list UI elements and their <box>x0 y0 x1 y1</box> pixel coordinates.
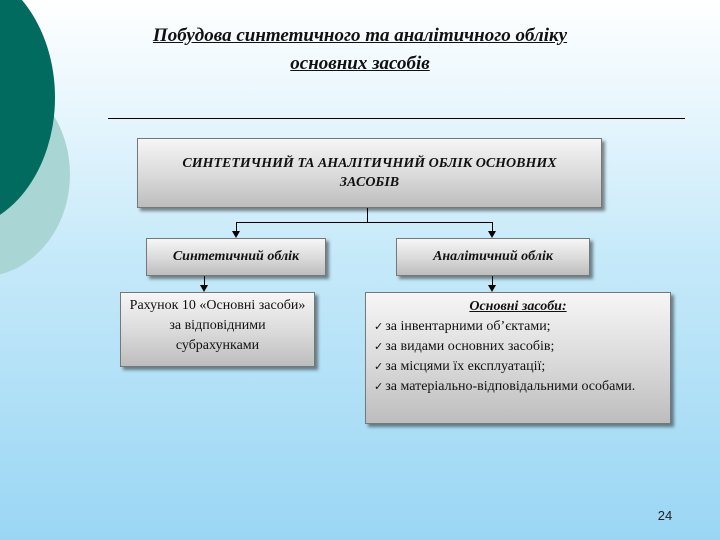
arrow-to-analytic <box>488 231 496 238</box>
slide-title <box>60 22 660 78</box>
checkmark-icon: ✓ <box>374 380 384 393</box>
connector-to-analytic <box>492 222 493 231</box>
arrow-analytic-down <box>488 285 496 292</box>
checkmark-icon: ✓ <box>374 360 384 373</box>
list-item <box>374 377 662 397</box>
fixed-assets-box <box>365 292 671 424</box>
account-10-box <box>120 292 315 367</box>
slide-title-line-1: Побудова синтетичного та аналітичного обліку <box>152 25 568 46</box>
page-number: 24 <box>657 508 673 523</box>
list-item <box>374 357 662 377</box>
main-box-label: СИНТЕТИЧНИЙ ТА АНАЛІТИЧНИЙ ОБЛІК ОСНОВНИХ ЗАСОБІВ <box>182 156 557 190</box>
arrow-to-synthetic <box>232 231 240 238</box>
list-item-text: за місцями їх експлуатації; <box>385 359 546 374</box>
list-item-text: за інвентарними об’єктами; <box>385 319 551 334</box>
checkmark-icon: ✓ <box>374 340 384 353</box>
main-box <box>137 138 602 208</box>
list-item <box>374 337 662 357</box>
list-item-text: за видами основних засобів; <box>385 339 555 354</box>
checkmark-icon: ✓ <box>374 320 384 333</box>
fixed-assets-heading: Основні засоби: <box>469 299 567 314</box>
analytic-accounting-box <box>396 238 590 276</box>
synthetic-accounting-box <box>146 238 326 276</box>
connector-main-down <box>367 208 368 222</box>
slide-title-line-2: основних засобів <box>290 53 430 74</box>
analytic-accounting-label: Аналітичний облік <box>433 249 553 264</box>
title-divider <box>108 118 685 119</box>
list-item <box>374 317 662 337</box>
synthetic-accounting-label: Синтетичний облік <box>172 249 300 264</box>
connector-analytic-down <box>492 276 493 285</box>
connector-synthetic-down <box>204 276 205 285</box>
account-10-text: Рахунок 10 «Основні засоби» за відповідними субрахунками <box>129 298 306 353</box>
connector-to-synthetic <box>236 222 237 231</box>
arrow-synthetic-down <box>200 285 208 292</box>
connector-horizontal <box>236 222 492 223</box>
list-item-text: за матеріально-відповідальними особами. <box>385 379 636 394</box>
